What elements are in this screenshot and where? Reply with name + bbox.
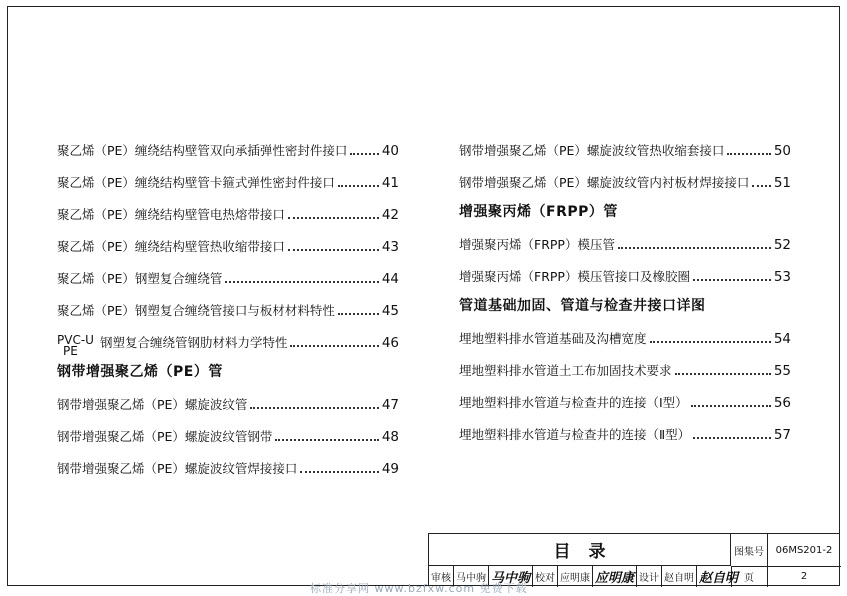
toc-entry-page: 55 [773, 363, 791, 379]
toc-entry[interactable] [459, 315, 791, 347]
watermark-text: 标准分享网 www.bzfxw.com 免费下载 [310, 582, 528, 595]
toc-entry-title: 聚乙烯（PE）缠绕结构壁管热收缩带接口 [57, 239, 285, 254]
page-number: 2 [800, 571, 808, 582]
page-label: 页 [731, 566, 768, 587]
toc-entry-page: 49 [381, 461, 399, 477]
toc-entry-page: 45 [381, 303, 399, 319]
leader-dots [350, 153, 378, 155]
toc-entry-page: 56 [773, 395, 791, 411]
leader-dots [275, 439, 378, 441]
pvc-prefix-top: PVC-U [57, 333, 94, 347]
leader-dots [675, 373, 771, 375]
toc-entry-page: 57 [773, 427, 791, 443]
toc-entry-title: 钢带增强聚乙烯（PE）螺旋波纹管焊接接口 [57, 461, 298, 476]
leader-dots [338, 185, 379, 187]
toc-entry-page: 53 [773, 269, 791, 285]
toc-entry-page: 40 [381, 143, 399, 159]
leader-dots [693, 279, 771, 281]
designer-name: 赵自明 [662, 566, 697, 587]
toc-entry-page: 52 [773, 237, 791, 253]
toc-entry-page: 47 [381, 397, 399, 413]
pvc-prefix-bottom: PE [63, 344, 78, 358]
toc-entry[interactable] [57, 413, 399, 445]
sheet-title: 目录 [429, 534, 731, 566]
toc-entry-page: 50 [773, 143, 791, 159]
atlas-no-value: 06MS201-2 [767, 534, 841, 567]
leader-dots [288, 249, 379, 251]
toc-entry-title: 埋地塑料排水管道土工布加固技术要求 [459, 363, 672, 378]
atlas-no-label: 图集号 [731, 534, 768, 567]
toc-entry-page: 41 [381, 175, 399, 191]
leader-dots [225, 281, 378, 283]
toc-entry[interactable] [459, 379, 791, 411]
designer-signature: 赵自明 [699, 571, 739, 586]
toc-entry[interactable] [459, 221, 791, 253]
leader-dots [618, 247, 771, 249]
section-heading: 钢带增强聚乙烯（PE）管 [57, 364, 223, 380]
pvc-prefix [57, 335, 94, 357]
title-block [428, 533, 840, 586]
toc-left-column [57, 127, 399, 477]
toc-entry[interactable] [57, 255, 399, 287]
toc-entry[interactable] [459, 347, 791, 379]
leader-dots [727, 153, 770, 155]
section-heading: 增强聚丙烯（FRPP）管 [459, 204, 618, 220]
toc-entry[interactable] [57, 159, 399, 191]
toc-entry[interactable] [57, 445, 399, 477]
section-heading: 管道基础加固、管道与检查井接口详图 [459, 298, 706, 314]
toc-entry-title: 聚乙烯（PE）缠绕结构壁管电热熔带接口 [57, 207, 285, 222]
leader-dots [752, 185, 770, 187]
toc-entry-title: 钢带增强聚乙烯（PE）螺旋波纹管热收缩套接口 [459, 143, 725, 158]
toc-entry-title: 聚乙烯（PE）钢塑复合缠绕管 [57, 271, 223, 286]
toc-entry-title: 钢带增强聚乙烯（PE）螺旋波纹管钢带 [57, 429, 273, 444]
toc-entry-title: 钢塑复合缠绕管钢肋材料力学特性 [99, 335, 288, 350]
toc-entry-title: 埋地塑料排水管道与检查井的连接（Ⅰ型） [459, 395, 688, 410]
toc-entry[interactable] [459, 411, 791, 443]
toc-right-column [459, 127, 791, 443]
toc-entry-page: 51 [773, 175, 791, 191]
toc-entry-pvc[interactable] [57, 319, 399, 358]
leader-dots [250, 407, 378, 409]
toc-entry[interactable] [57, 223, 399, 255]
toc-entry-title: 埋地塑料排水管道与检查井的连接（Ⅱ型） [459, 427, 691, 442]
toc-entry-title: 钢带增强聚乙烯（PE）螺旋波纹管内衬板材焊接接口 [459, 175, 750, 190]
toc-entry[interactable] [459, 253, 791, 285]
toc-entry[interactable] [57, 127, 399, 159]
toc-entry-title: 埋地塑料排水管道基础及沟槽宽度 [459, 331, 647, 346]
check-label: 校对 [533, 566, 558, 587]
toc-entry-title: 增强聚丙烯（FRPP）模压管接口及橡胶圈 [459, 269, 690, 284]
toc-entry-page: 46 [381, 335, 399, 351]
toc-entry-title: 聚乙烯（PE）缠绕结构壁管双向承插弹性密封件接口 [57, 143, 348, 158]
checker-signature: 应明康 [593, 566, 637, 587]
toc-entry-title: 增强聚丙烯（FRPP）模压管 [459, 237, 615, 252]
leader-dots [288, 217, 379, 219]
leader-dots [650, 341, 771, 343]
leader-dots [290, 345, 378, 347]
toc-entry-page: 54 [773, 331, 791, 347]
toc-entry[interactable] [57, 287, 399, 319]
reviewer-name: 马中驹 [454, 566, 489, 587]
toc-entry-title: 聚乙烯（PE）钢塑复合缠绕管接口与板材材料特性 [57, 303, 335, 318]
design-label: 设计 [637, 566, 662, 587]
leader-dots [693, 437, 771, 439]
toc-entry[interactable] [57, 191, 399, 223]
leader-dots [691, 405, 771, 407]
leader-dots [300, 471, 378, 473]
reviewer-signature: 马中驹 [489, 566, 533, 587]
checker-name: 应明康 [558, 566, 593, 587]
toc-entry-page: 43 [381, 239, 399, 255]
toc-entry[interactable] [459, 127, 791, 159]
toc-entry[interactable] [459, 159, 791, 191]
toc-entry[interactable] [57, 381, 399, 413]
review-label: 审核 [429, 566, 454, 587]
toc-entry-page: 48 [381, 429, 399, 445]
toc-entry-title: 钢带增强聚乙烯（PE）螺旋波纹管 [57, 397, 248, 412]
toc-entry-page: 44 [381, 271, 399, 287]
leader-dots [338, 313, 379, 315]
toc-entry-page: 42 [381, 207, 399, 223]
toc-entry-title: 聚乙烯（PE）缠绕结构壁管卡箍式弹性密封件接口 [57, 175, 335, 190]
